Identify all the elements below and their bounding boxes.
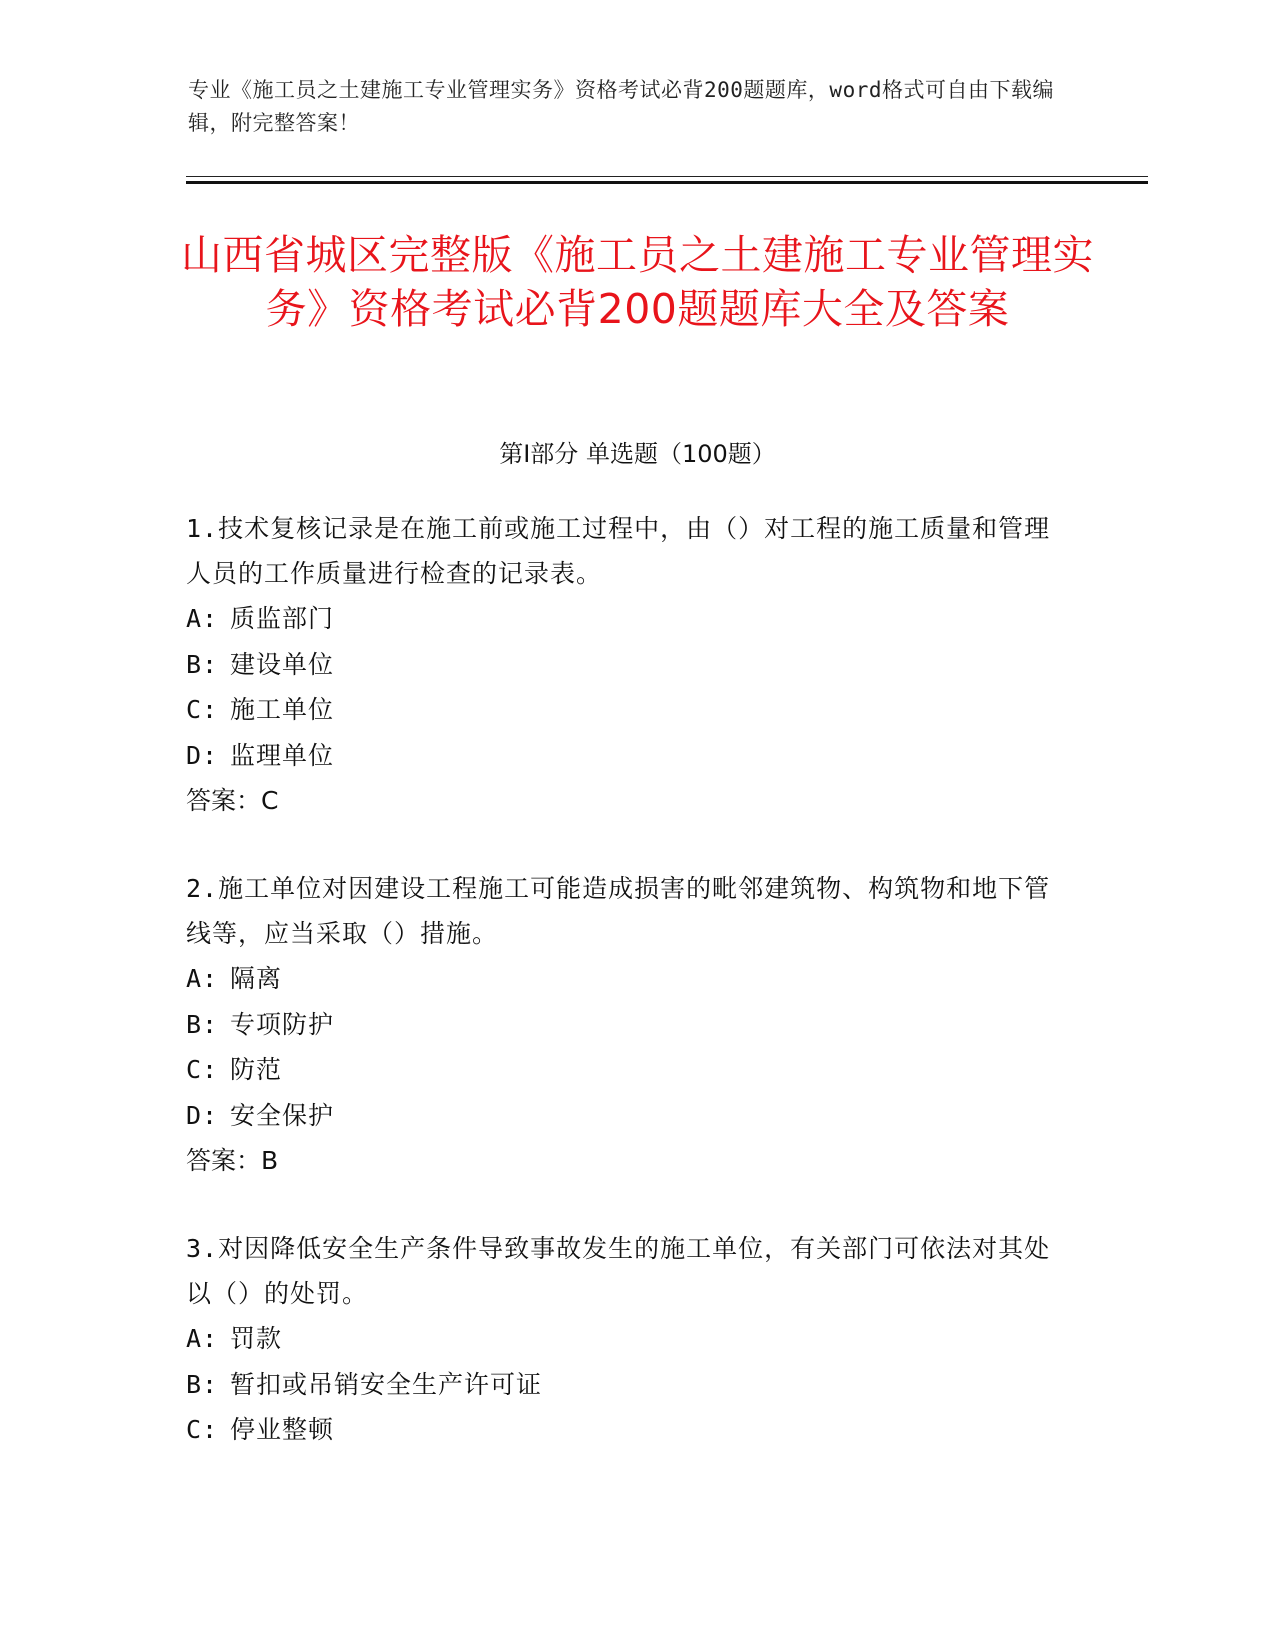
option-text: 暂扣或吊销安全生产许可证 <box>230 1369 543 1399</box>
option-a <box>186 1316 1066 1362</box>
option-b <box>186 1002 1066 1048</box>
option-letter: A: <box>186 964 219 993</box>
option-letter: C: <box>186 695 219 724</box>
option-letter: D: <box>186 1100 219 1130</box>
question-stem: 2.施工单位对因建设工程施工可能造成损害的毗邻建筑物、构筑物和地下管线等，应当采取（）措施。 <box>186 874 1051 948</box>
option-text: 隔离 <box>230 964 283 993</box>
answer-line: 答案：B <box>186 1146 279 1175</box>
option-d <box>186 1093 1066 1139</box>
option-letter: A: <box>186 604 219 633</box>
option-letter: A: <box>186 1324 219 1353</box>
option-letter: B: <box>186 1369 219 1399</box>
option-text: 安全保护 <box>230 1100 335 1130</box>
option-letter: B: <box>186 649 219 679</box>
header-note: 专业《施工员之土建施工专业管理实务》资格考试必背200题题库，word格式可自由下载编辑，附完整答案！ <box>188 78 1054 135</box>
question-2 <box>186 866 1066 1183</box>
question-stem: 3.对因降低安全生产条件导致事故发生的施工单位，有关部门可依法对其处以（）的处罚。 <box>186 1234 1051 1308</box>
option-text: 专项防护 <box>230 1009 335 1039</box>
question-1 <box>186 506 1066 823</box>
option-c <box>186 1407 1066 1453</box>
option-c <box>186 1047 1066 1093</box>
option-letter: C: <box>186 1055 219 1084</box>
option-text: 建设单位 <box>230 649 335 679</box>
section-title: 第Ⅰ部分 单选题（100题） <box>499 440 776 468</box>
answer-line: 答案：C <box>186 786 279 815</box>
option-text: 监理单位 <box>230 740 335 770</box>
question-3 <box>186 1226 1066 1453</box>
question-stem: 1.技术复核记录是在施工前或施工过程中，由（）对工程的施工质量和管理人员的工作质量进行检查的记录表。 <box>186 514 1051 588</box>
header-rule-thin <box>186 176 1148 177</box>
option-text: 质监部门 <box>230 604 335 633</box>
option-c <box>186 687 1066 733</box>
option-text: 防范 <box>230 1055 283 1084</box>
option-text: 罚款 <box>230 1324 283 1353</box>
option-b <box>186 642 1066 688</box>
option-text: 施工单位 <box>230 695 335 724</box>
option-b <box>186 1362 1066 1408</box>
option-text: 停业整顿 <box>230 1415 335 1444</box>
option-d <box>186 733 1066 779</box>
option-a <box>186 956 1066 1002</box>
document-title: 山西省城区完整版《施工员之土建施工专业管理实务》资格考试必背200题题库大全及答案 <box>181 231 1094 333</box>
option-letter: C: <box>186 1415 219 1444</box>
header-rule-thick <box>186 181 1148 184</box>
option-letter: D: <box>186 740 219 770</box>
option-a <box>186 596 1066 642</box>
option-letter: B: <box>186 1009 219 1039</box>
